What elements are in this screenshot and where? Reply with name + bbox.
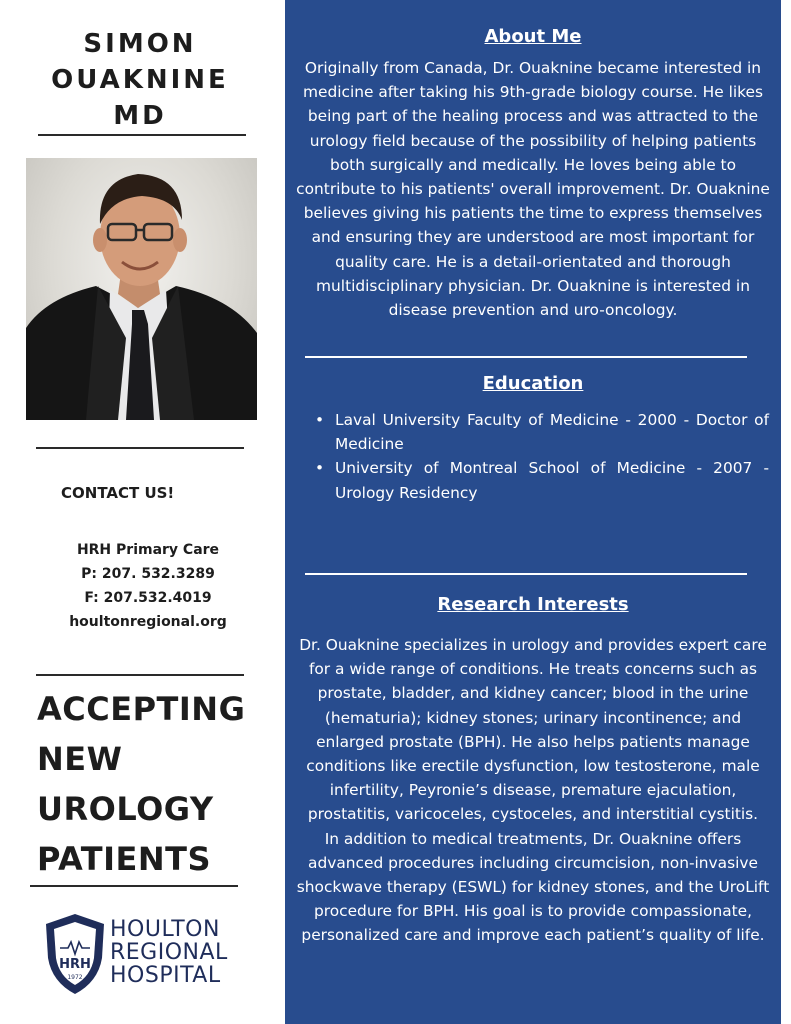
about-heading: About Me (484, 26, 582, 47)
name-line-first: SIMON (83, 29, 197, 59)
doctor-name (40, 26, 240, 134)
banner-line-1: ACCEPTING (37, 690, 246, 728)
right-panel (285, 0, 781, 1024)
logo-badge: HRH (59, 957, 91, 972)
research-paragraph-2: In addition to medical treatments, Dr. Ouaknine offers advanced procedures including circumcision, non-invasive shockwave therapy (ESWL) for kidney stones, and the UroLift procedure for BPH. His goal is to provide compassionate, personalized care and improve each patient’s quality of life. (296, 829, 770, 945)
contact-heading: CONTACT US! (61, 484, 175, 502)
name-line-credential: MD (113, 101, 167, 131)
doctor-photo (26, 158, 257, 420)
logo-line-1: HOULTON (110, 917, 220, 942)
left-column (0, 0, 285, 1024)
banner-line-3: UROLOGY (37, 790, 214, 828)
divider-contact (36, 674, 244, 676)
divider-photo (36, 447, 244, 449)
contact-fax: F: 207.532.4019 (84, 590, 212, 606)
banner-line-4: PATIENTS (37, 840, 212, 878)
name-line-last: OUAKNINE (51, 65, 229, 95)
contact-org: HRH Primary Care (76, 542, 220, 558)
accepting-banner (37, 684, 245, 884)
logo-year: 1972 (67, 974, 83, 981)
banner-line-2: NEW (37, 740, 123, 778)
research-text (295, 633, 771, 948)
education-heading: Education (482, 373, 584, 394)
shield-icon (42, 912, 108, 996)
contact-phone[interactable]: P: 207. 532.3289 (81, 566, 215, 582)
contact-block (40, 538, 256, 634)
logo-wordmark (110, 918, 228, 987)
about-text: Originally from Canada, Dr. Ouaknine became interested in medicine after taking his 9th-grade biology course. He likes being part of the healing process and was attracted to the urology field because of the possibility of helping patients both surgically and medically. He loves being able to contribute to his patients' overall improvement. Dr. Ouaknine believes giving his patients the time to express themselves and ensuring they are understood are most important for quality care. He is a detail-orientated and thorough multidisciplinary physician. Dr. Ouaknine is interested in disease prevention and uro-oncology. (296, 59, 770, 320)
research-heading: Research Interests (437, 594, 629, 615)
education-item: • University of Montreal School of Medicine - 2007 - Urology Residency (315, 456, 769, 504)
portrait-illustration (26, 158, 257, 420)
divider-banner (30, 885, 238, 887)
logo-line-2: REGIONAL (110, 940, 228, 965)
education-item: • Laval University Faculty of Medicine - 2000 - Doctor of Medicine (315, 408, 769, 456)
logo-line-3: HOSPITAL (110, 963, 221, 988)
hospital-logo (42, 912, 242, 996)
education-list (315, 408, 769, 505)
contact-website-link[interactable]: houltonregional.org (69, 614, 227, 630)
research-paragraph-1: Dr. Ouaknine specializes in urology and provides expert care for a wide range of conditions. He treats concerns such as prostate, bladder, and kidney cancer; blood in the urine (hematuria); kidney stones; urinary incontinence; and enlarged prostate (BPH). He also helps patients manage conditions like erectile dysfunction, low testosterone, male infertility, Peyronie’s disease, premature ejaculation, prostatitis, varicoceles, cystoceles, and interstitial cystitis. (299, 636, 767, 824)
divider-education (305, 573, 747, 575)
divider-about (305, 356, 747, 358)
divider-top (38, 134, 246, 136)
